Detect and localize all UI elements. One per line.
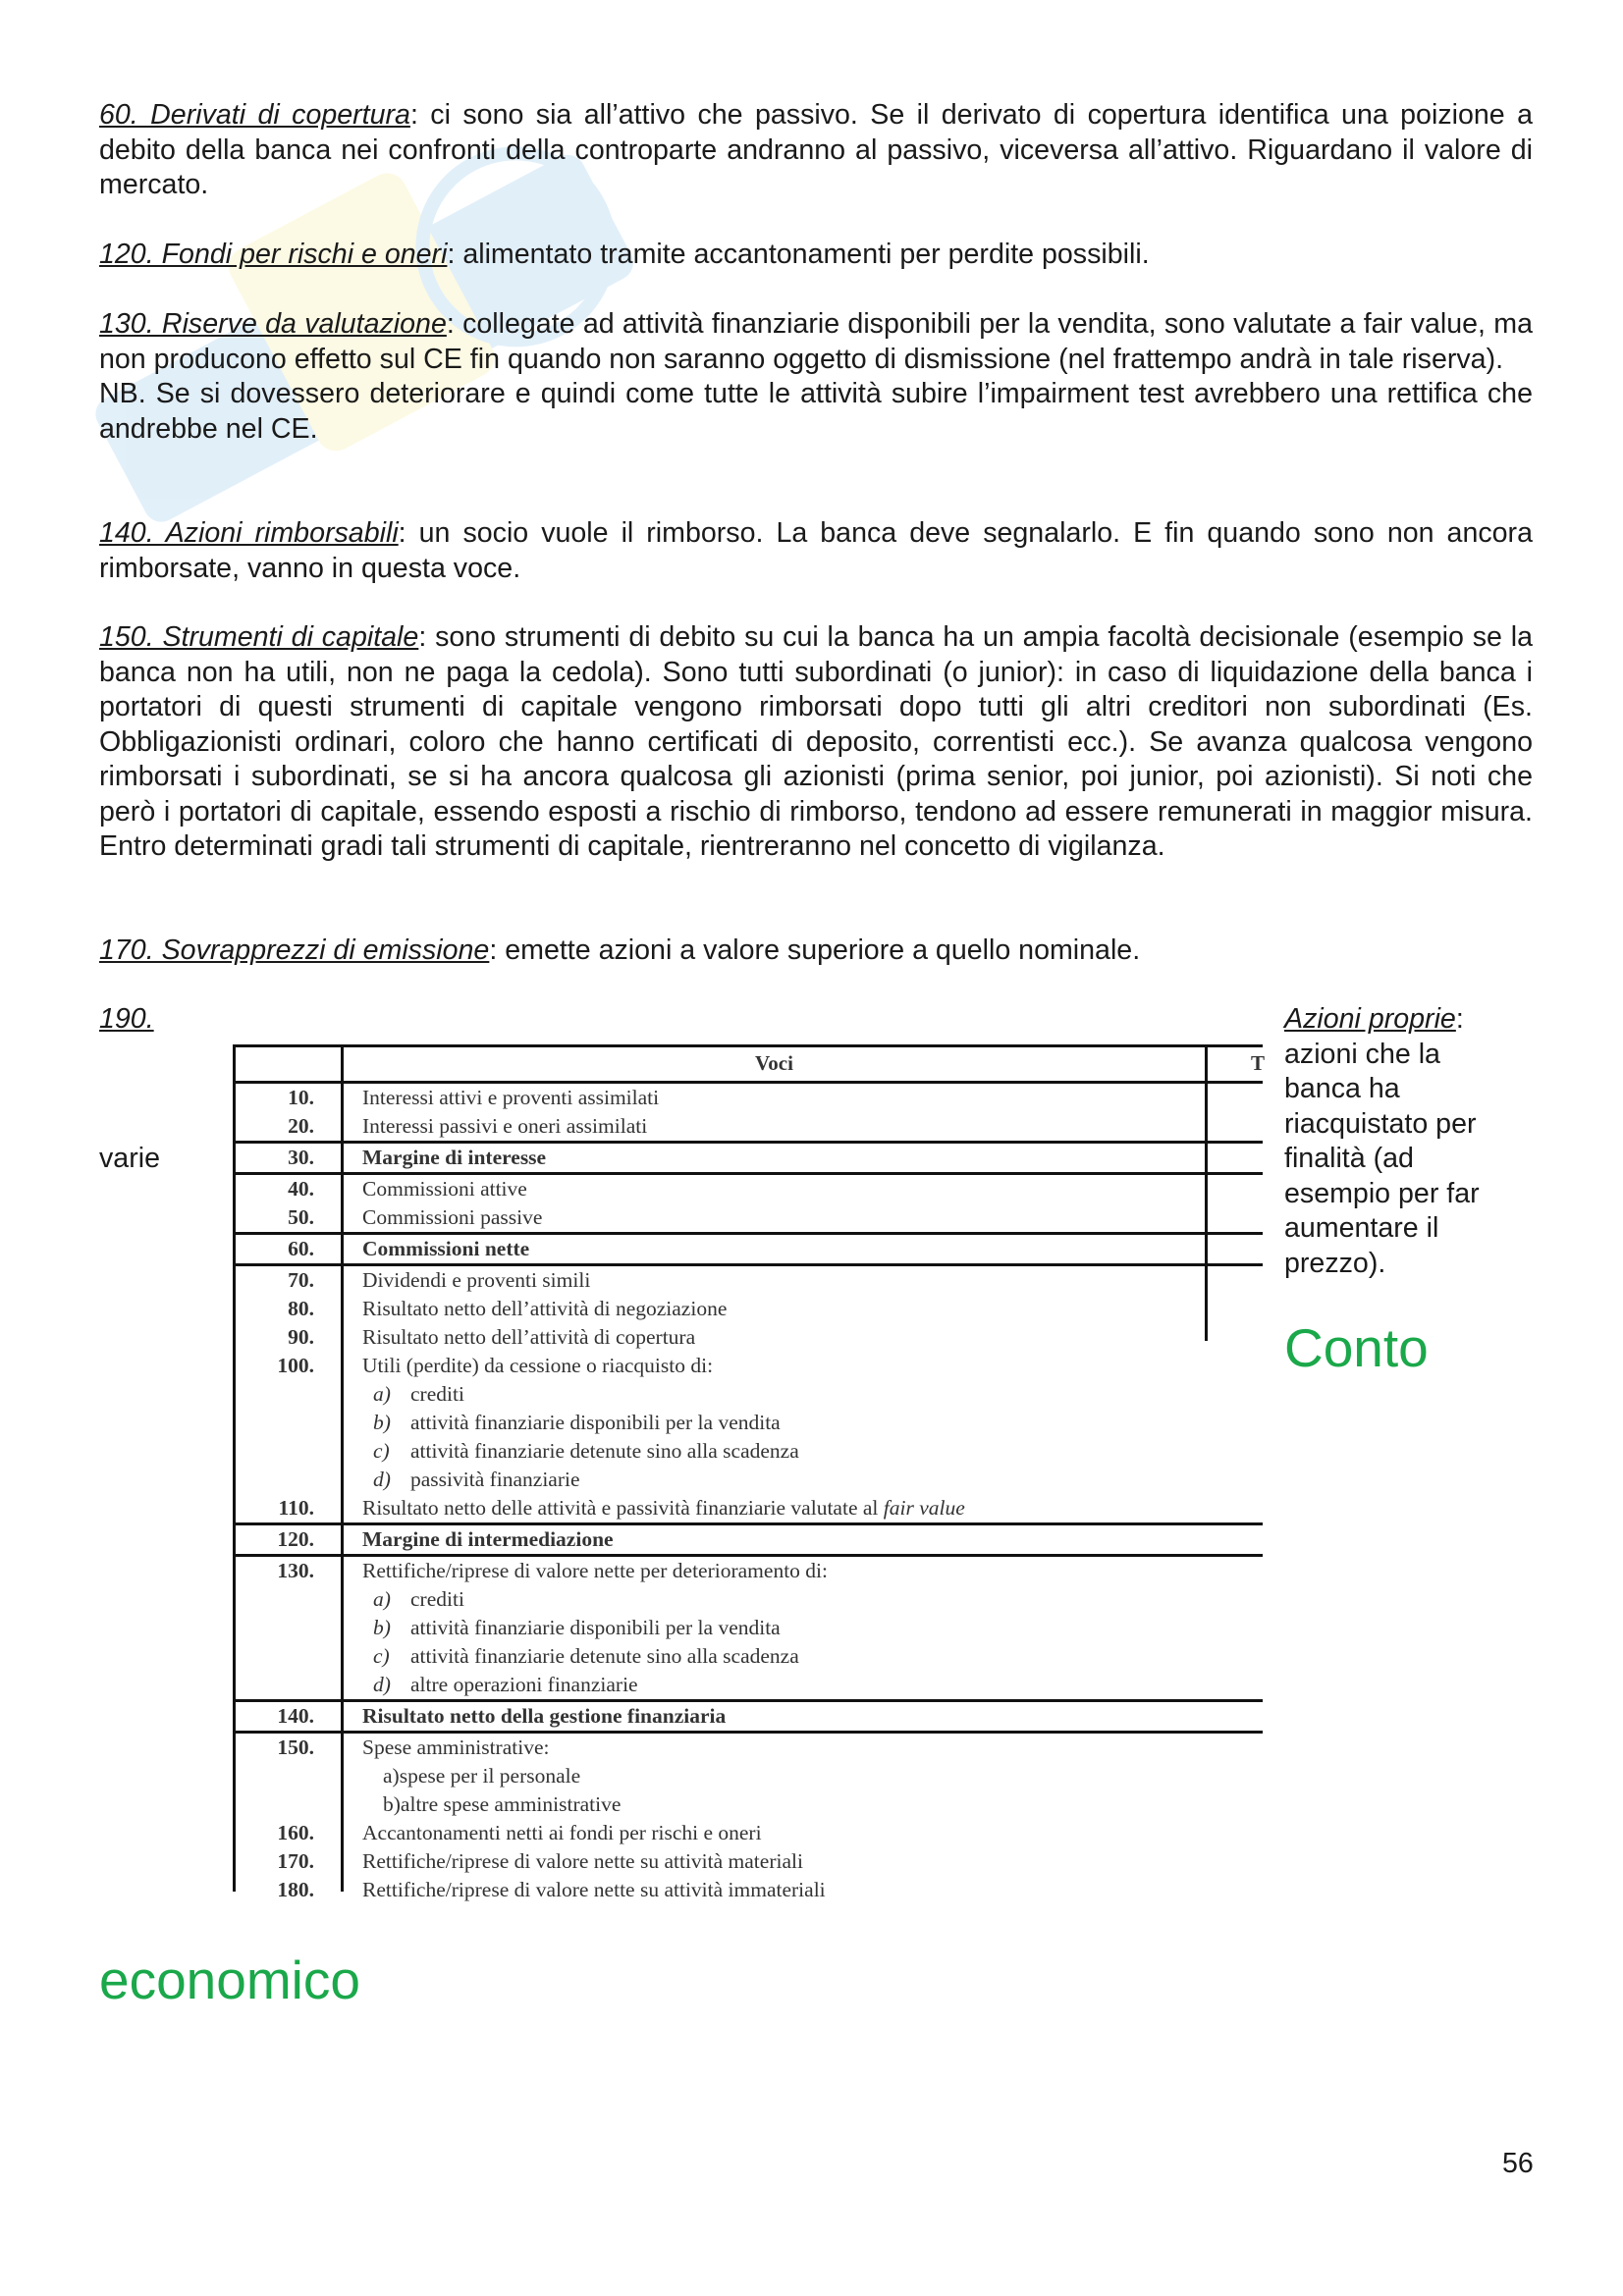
note-riserve: NB. Se si dovessero deteriorare e quindi come tutte le attività subire l’impairment test avrebbero una rettifica che andrebbe nel CE. xyxy=(99,378,1533,445)
paragraph-riserve xyxy=(99,307,1533,447)
text-azioni-proprie: : azioni che la banca ha riacquistato per finalità (ad esempio per far aumentare il prezzo). xyxy=(1284,1003,1480,1279)
heading-azioni-rimborsabili: 140. Azioni rimborsabili xyxy=(99,517,399,549)
item-190-varie: varie xyxy=(99,1143,160,1174)
table-row: 40. Commissioni attive xyxy=(288,1177,527,1201)
table-row: a) crediti xyxy=(373,1587,464,1611)
item-190-label: 190. xyxy=(99,1003,154,1035)
paragraph-derivati xyxy=(99,98,1533,203)
table-row: 20. Interessi passivi e oneri assimilati xyxy=(236,1112,1263,1144)
header-voci: Voci xyxy=(755,1051,793,1075)
text-derivati: : ci sono sia all’attivo che passivo. Se il derivato di copertura identifica una poizione a debito della banca nei confronti della controparte andranno al passivo, viceversa all’attivo. Riguardano il valore di mercato. xyxy=(99,99,1533,200)
table-row: c) attività finanziarie detenute sino alla scadenza xyxy=(373,1439,799,1463)
table-row: d) passività finanziarie xyxy=(373,1468,580,1491)
table-row: a) crediti xyxy=(373,1382,464,1406)
heading-derivati: 60. Derivati di copertura xyxy=(99,99,410,131)
paragraph-azioni-rimborsabili xyxy=(99,516,1533,586)
green-title-economico: economico xyxy=(99,1949,360,2010)
text-fondi: : alimentato tramite accantonamenti per perdite possibili. xyxy=(447,239,1150,270)
table-row: 180. Rettifiche/riprese di valore nette su attività immateriali xyxy=(277,1878,826,1901)
table-row: b)altre spese amministrative xyxy=(383,1792,622,1816)
table-row: 30. Margine di interesse xyxy=(236,1144,1263,1175)
table-row: 170. Rettifiche/riprese di valore nette su attività materiali xyxy=(277,1849,803,1873)
heading-riserve: 130. Riserve da valutazione xyxy=(99,308,447,340)
table-row: 100. Utili (perdite) da cessione o riacquisto di: xyxy=(277,1354,714,1377)
table-row: b) attività finanziarie disponibili per la vendita xyxy=(373,1616,781,1639)
table-row: a)spese per il personale xyxy=(383,1764,581,1788)
paragraph-sovrapprezzi xyxy=(99,934,1533,969)
table-row: 80. Risultato netto dell’attività di negoziazione xyxy=(288,1297,728,1320)
side-note-azioni-proprie xyxy=(1284,1002,1510,1281)
text-riserve: : collegate ad attività finanziarie disponibili per la vendita, sono valutate a fair value, ma non producono effetto sul CE fin quando non saranno oggetto di dismissione (nel frattempo andrà in tale riserva). xyxy=(99,308,1533,375)
table-row: b) attività finanziarie disponibili per la vendita xyxy=(373,1411,781,1434)
text-azioni-rimborsabili: : un socio vuole il rimborso. La banca deve segnalarlo. E fin quando sono non ancora rimborsate, vanno in questa voce. xyxy=(99,517,1533,584)
text-sovrapprezzi: : emette azioni a valore superiore a quello nominale. xyxy=(489,934,1141,966)
table-row: 140. Risultato netto della gestione finanziaria xyxy=(236,1702,1263,1734)
page-number: 56 xyxy=(1502,2148,1534,2179)
paragraph-fondi xyxy=(99,238,1533,273)
table-row: 110. Risultato netto delle attività e passività finanziarie valutate al fair value xyxy=(236,1494,1263,1525)
table-header xyxy=(236,1047,1266,1084)
heading-sovrapprezzi: 170. Sovrapprezzi di emissione xyxy=(99,934,490,966)
table-row: 70. Dividendi e proventi simili xyxy=(288,1268,591,1292)
conto-economico-table xyxy=(233,1044,1266,1901)
table-row: 160. Accantonamenti netti ai fondi per rischi e oneri xyxy=(277,1821,762,1844)
heading-strumenti: 150. Strumenti di capitale xyxy=(99,621,419,653)
table-row: 130. Rettifiche/riprese di valore nette per deterioramento di: xyxy=(277,1559,828,1582)
green-title-conto: Conto xyxy=(1284,1317,1429,1378)
text-strumenti: : sono strumenti di debito su cui la banca ha un ampia facoltà decisionale (esempio se la banca non ha utili, non ne paga la cedola). Sono tutti subordinati (o junior): in caso di liquidazione della banca i portatori di questi strumenti di capitale vengono rimborsati dopo tutti gli altri creditori non subordinati (Es. Obbligazionisti ordinari, coloro che hanno certificati di deposito, correntisti ecc.). Se avanza qualcosa vengono rimborsati i subordinati, se si ha ancora qualcosa gli azionisti (prima senior, poi junior, poi azionisti). Si noti che però i portatori di capitale, essendo esposti a rischio di rimborso, tendono ad essere remunerati in maggior misura. Entro determinati gradi tali strumenti di capitale, rientreranno nel concetto di vigilanza. xyxy=(99,621,1533,862)
table-row: c) attività finanziarie detenute sino alla scadenza xyxy=(373,1644,799,1668)
table-row: d) altre operazioni finanziarie xyxy=(236,1671,1263,1702)
table-row: 10. Interessi attivi e proventi assimilati xyxy=(288,1086,660,1109)
table-row: 120. Margine di intermediazione xyxy=(236,1525,1263,1557)
header-t: T xyxy=(1251,1051,1266,1075)
table-row: 90. Risultato netto dell’attività di copertura xyxy=(288,1325,696,1349)
table-row: 60. Commissioni nette xyxy=(236,1235,1263,1266)
paragraph-strumenti xyxy=(99,620,1533,865)
heading-fondi: 120. Fondi per rischi e oneri xyxy=(99,239,448,270)
table-row: 50. Commissioni passive xyxy=(236,1203,1263,1235)
table-row: 150. Spese amministrative: xyxy=(277,1735,550,1759)
heading-azioni-proprie: Azioni proprie xyxy=(1284,1003,1456,1035)
